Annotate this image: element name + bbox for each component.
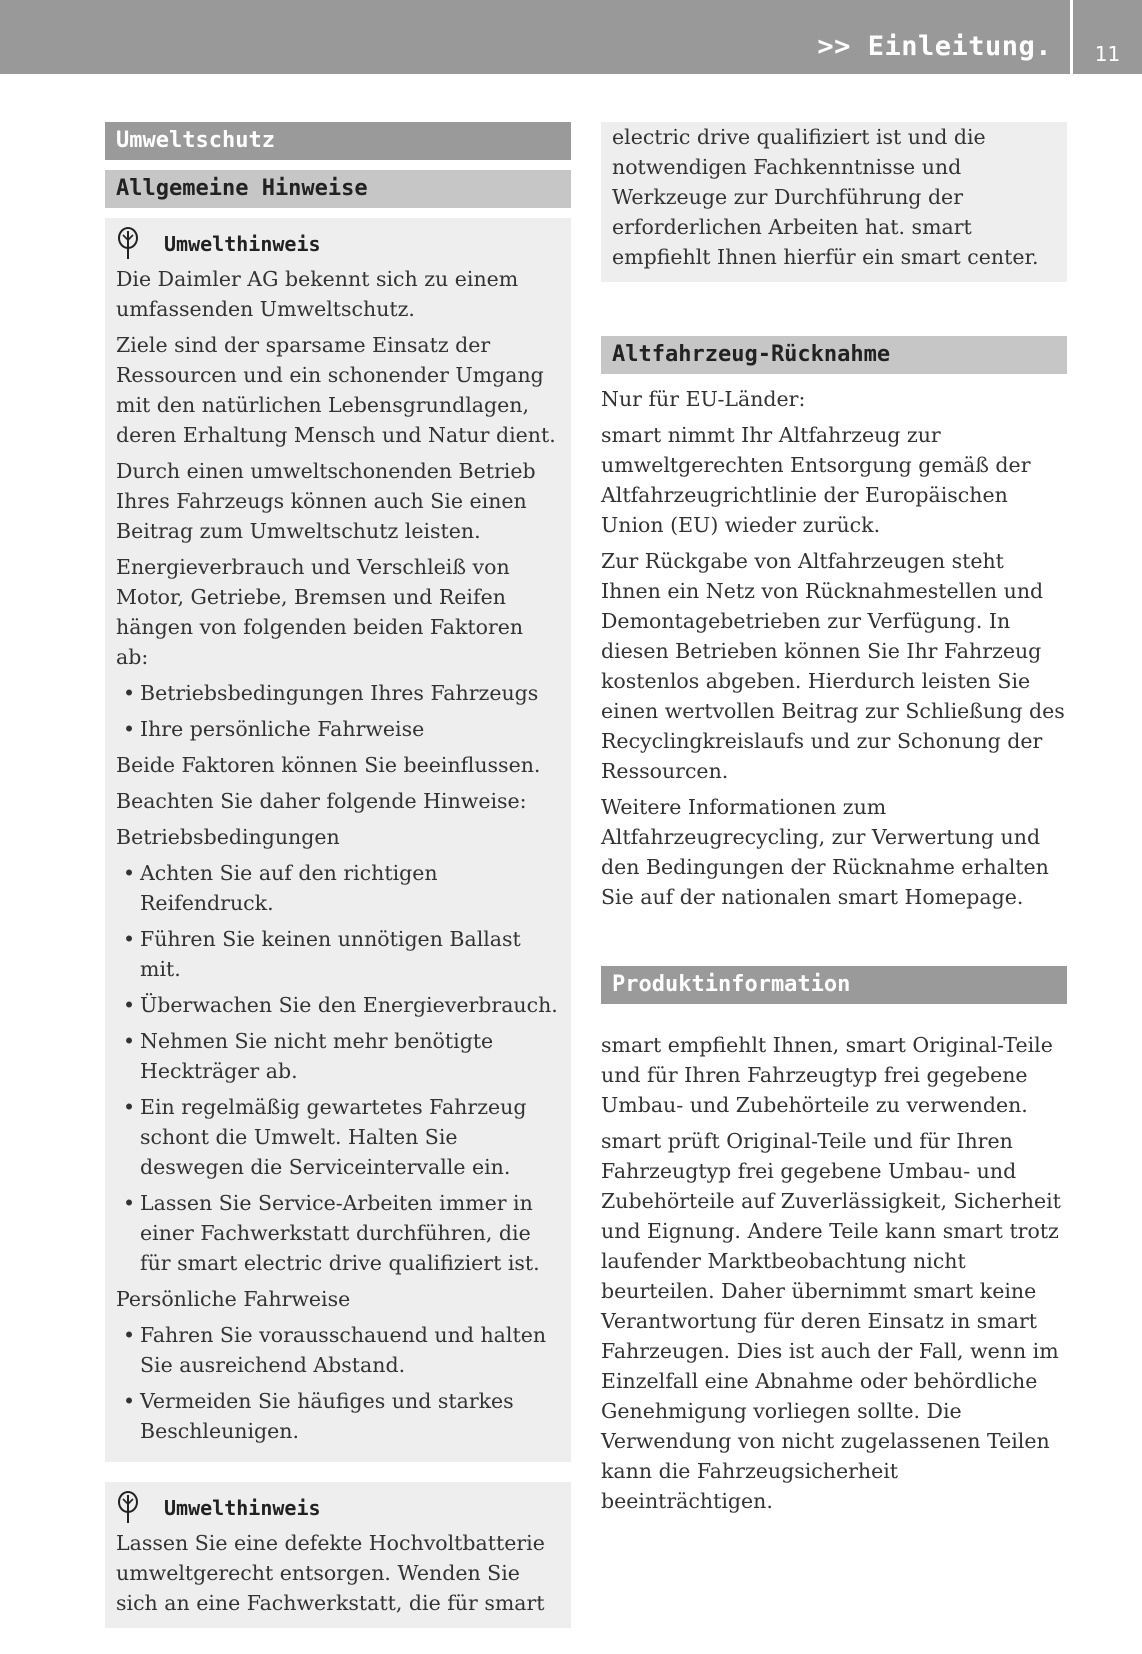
paragraph: smart empfiehlt Ihnen, smart Original-Teile und für Ihren Fahrzeugtyp frei gegebene Umbau- und Zubehörteile zu verwenden. <box>601 1033 1053 1117</box>
list-item: • Betriebsbedingungen Ihres Fahrzeugs <box>116 678 560 708</box>
environment-note-1 <box>105 218 571 1462</box>
list-heading: Persönliche Fahrweise <box>116 1287 351 1311</box>
paragraph: Beachten Sie daher folgende Hinweise: <box>116 789 527 813</box>
paragraph: Nur für EU-Länder: <box>601 387 806 411</box>
paragraph: Energieverbrauch und Verschleiß von Motor, Getriebe, Bremsen und Reifen hängen von folgenden beiden Faktoren ab: <box>116 555 524 669</box>
list-item: • Ein regelmäßig gewartetes Fahrzeug schont die Umwelt. Halten Sie deswegen die Serviceintervalle ein. <box>116 1092 560 1182</box>
page-number: 11 <box>1094 42 1121 66</box>
environment-note-continuation <box>601 122 1067 282</box>
subsection-title-allgemeine-hinweise: Allgemeine Hinweise <box>105 170 571 208</box>
list-item: • Führen Sie keinen unnötigen Ballast mit. <box>116 924 560 984</box>
factors-list <box>116 678 560 744</box>
list-item: • Fahren Sie vorausschauend und halten Sie ausreichend Abstand. <box>116 1320 560 1380</box>
paragraph: Ziele sind der sparsame Einsatz der Ressourcen und ein schonender Umgang mit den natürlichen Lebensgrundlagen, deren Erhaltung Mensch und Natur dient. <box>116 333 556 447</box>
paragraph: electric drive qualifiziert ist und die notwendigen Fachkenntnisse und Werkzeuge zur Durchführung der erforderlichen Arbeiten hat. smart empfiehlt Ihnen hierfür ein smart center. <box>612 125 1039 269</box>
chapter-title: >> Einleitung. <box>817 31 1052 62</box>
section-title-umweltschutz: Umweltschutz <box>105 122 571 160</box>
list-item: • Nehmen Sie nicht mehr benötigte Heckträger ab. <box>116 1026 560 1086</box>
note-title: Umwelthinweis <box>164 232 321 256</box>
right-column <box>601 122 1067 1522</box>
environment-leaf-icon <box>116 227 144 261</box>
header-bar <box>0 0 1070 74</box>
paragraph: smart nimmt Ihr Altfahrzeug zur umweltgerechten Entsorgung gemäß der Altfahrzeugrichtlinie der Europäischen Union (EU) wieder zurück. <box>601 423 1031 537</box>
note-header <box>116 226 560 262</box>
list-item: • Vermeiden Sie häufiges und starkes Beschleunigen. <box>116 1386 560 1446</box>
list-heading: Betriebsbedingungen <box>116 825 340 849</box>
paragraph: Die Daimler AG bekennt sich zu einem umfassenden Umweltschutz. <box>116 267 519 321</box>
paragraph: smart prüft Original-Teile und für Ihren Fahrzeugtyp frei gegebene Umbau- und Zubehörteile auf Zuverlässigkeit, Sicherheit und Eignung. Andere Teile kann smart trotz laufender Marktbeobachtung nicht beurteilen. Daher übernimmt smart keine Verantwortung für deren Einsatz in smart Fahrzeugen. Dies ist auch der Fall, wenn im Einzelfall eine Abnahme oder behördliche Genehmigung vorliegen sollte. Die Verwendung von nicht zugelassenen Teilen kann die Fahrzeugsicherheit beeinträchtigen. <box>601 1129 1061 1513</box>
driving-list <box>116 1320 560 1446</box>
produkt-content <box>601 1030 1067 1516</box>
altfahrzeug-content <box>601 384 1067 912</box>
paragraph: Durch einen umweltschonenden Betrieb Ihres Fahrzeugs können auch Sie einen Beitrag zum Umweltschutz leisten. <box>116 459 536 543</box>
paragraph: Lassen Sie eine defekte Hochvoltbatterie umweltgerecht entsorgen. Wenden Sie sich an eine Fachwerkstatt, die für smart <box>116 1531 545 1615</box>
section-title-altfahrzeug: Altfahrzeug-Rücknahme <box>601 336 1067 374</box>
paragraph: Weitere Informationen zum Altfahrzeugrecycling, zur Verwertung und den Bedingungen der Rücknahme erhalten Sie auf der nationalen smart Homepage. <box>601 795 1049 909</box>
left-column <box>105 122 571 1628</box>
section-title-produktinformation: Produktinformation <box>601 966 1067 1004</box>
operating-list <box>116 858 560 1278</box>
environment-note-2 <box>105 1482 571 1628</box>
list-item: • Überwachen Sie den Energieverbrauch. <box>116 990 560 1020</box>
paragraph: Zur Rückgabe von Altfahrzeugen steht Ihnen ein Netz von Rücknahmestellen und Demontagebetrieben zur Verfügung. In diesen Betrieben können Sie Ihr Fahrzeug kostenlos abgeben. Hierdurch leisten Sie einen wertvollen Beitrag zur Schließung des Recyclingkreislaufs und zur Schonung der Ressourcen. <box>601 549 1065 783</box>
environment-leaf-icon <box>116 1491 144 1525</box>
list-item: • Lassen Sie Service-Arbeiten immer in einer Fachwerkstatt durchführen, die für smart electric drive qualifiziert ist. <box>116 1188 560 1278</box>
note-header <box>116 1490 560 1526</box>
note-title: Umwelthinweis <box>164 1496 321 1520</box>
list-item: • Ihre persönliche Fahrweise <box>116 714 560 744</box>
paragraph: Beide Faktoren können Sie beeinflussen. <box>116 753 541 777</box>
list-item: • Achten Sie auf den richtigen Reifendruck. <box>116 858 560 918</box>
page-number-box <box>1070 0 1142 74</box>
